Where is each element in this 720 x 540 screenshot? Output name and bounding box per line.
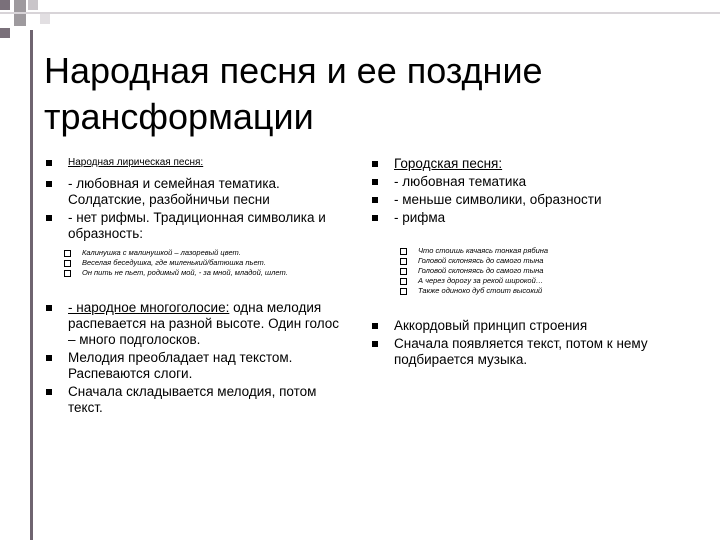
deco-square bbox=[0, 0, 10, 10]
example-item: Также одиноко дуб стоит высокий bbox=[400, 286, 692, 296]
list-item: Аккордовый принцип строения bbox=[372, 318, 692, 334]
example-item: А через дорогу за рекой широкой… bbox=[400, 276, 692, 286]
page-title: Народная песня и ее поздние трансформации bbox=[44, 50, 543, 137]
example-item: Головой склоняясь до самого тына bbox=[400, 266, 692, 276]
list-item: Городская песня: bbox=[372, 156, 692, 172]
list-item: - меньше символики, образности bbox=[372, 192, 692, 208]
list-item: - любовная тематика bbox=[372, 174, 692, 190]
list-item: - любовная и семейная тематика. Солдатские, разбойничьи песни bbox=[46, 176, 346, 208]
list-item-text: одна мелодия распевается на разной высоте. Один голос – много подголосков. bbox=[68, 300, 340, 347]
right-column bbox=[372, 156, 692, 370]
deco-square bbox=[14, 14, 26, 26]
list-item: - рифма bbox=[372, 210, 692, 226]
example-item: Калинушка с малинушкой – лазоревый цвет. bbox=[64, 248, 346, 258]
deco-square bbox=[0, 28, 10, 38]
list-item: Сначала складывается мелодия, потом текст. bbox=[46, 384, 346, 416]
list-item bbox=[46, 300, 346, 348]
list-item: Сначала появляется текст, потом к нему подбирается музыка. bbox=[372, 336, 692, 368]
underlined-phrase: - народное многоголосие: bbox=[68, 300, 230, 315]
deco-square bbox=[40, 14, 50, 24]
side-rule bbox=[30, 30, 33, 540]
example-item: Он пить не пьет, родимый мой, - за мной, младой, шлет. bbox=[64, 268, 346, 278]
list-item: Народная лирическая песня: bbox=[46, 156, 346, 170]
header-rule bbox=[0, 12, 720, 14]
example-item: Веселая беседушка, где миленький/батюшка пьет. bbox=[64, 258, 346, 268]
list-item: - нет рифмы. Традиционная символика и образность: bbox=[46, 210, 346, 242]
example-item: Головой склоняясь до самого тына bbox=[400, 256, 692, 266]
list-item: Мелодия преобладает над текстом. Распеваются слоги. bbox=[46, 350, 346, 382]
deco-square bbox=[28, 0, 38, 10]
example-list bbox=[400, 246, 692, 296]
left-column bbox=[46, 156, 346, 418]
example-list bbox=[64, 248, 346, 278]
deco-square bbox=[14, 0, 26, 12]
example-item: Что стоишь качаясь тонкая рябина bbox=[400, 246, 692, 256]
